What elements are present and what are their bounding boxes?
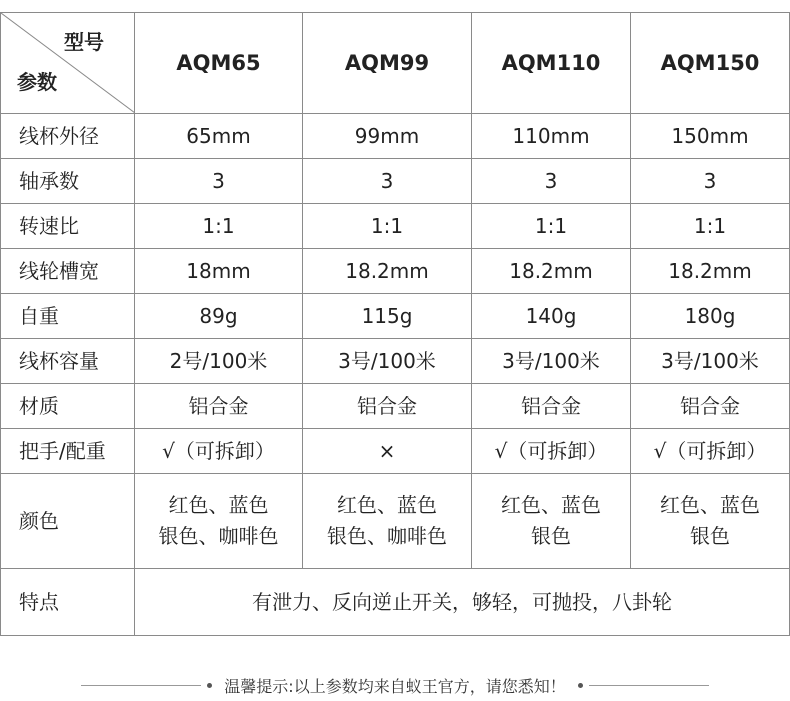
spec-value: 铝合金 [631,384,790,429]
color-options [135,474,303,569]
spec-row-cup-diameter [1,114,790,159]
row-label: 线轮槽宽 [1,249,135,294]
model-header: AQM150 [631,13,790,114]
features-value: 有泄力、反向逆止开关，够轻，可抛投，八卦轮 [135,569,790,636]
color-options [303,474,472,569]
spec-value: 150mm [631,114,790,159]
spec-row-weight [1,294,790,339]
color-line: 红色、蓝色 [168,493,269,517]
row-label: 自重 [1,294,135,339]
spec-value: 89g [135,294,303,339]
divider-line-right [589,685,709,686]
model-header: AQM110 [472,13,631,114]
spec-value: 1:1 [303,204,472,249]
corner-param-label: 参数 [17,70,57,94]
spec-value: √（可拆卸） [472,429,631,474]
spec-value: 140g [472,294,631,339]
spec-value: 1:1 [631,204,790,249]
color-line: 银色 [531,524,571,548]
spec-value: 铝合金 [472,384,631,429]
color-line: 银色、咖啡色 [327,524,447,548]
spec-row-features [1,569,790,636]
row-label: 线杯外径 [1,114,135,159]
spec-value: 3号/100米 [472,339,631,384]
row-label: 线杯容量 [1,339,135,384]
spec-value: 3号/100米 [631,339,790,384]
spec-row-spool-width [1,249,790,294]
bullet-dot-left [207,683,212,688]
spec-value: 铝合金 [303,384,472,429]
header-row [1,13,790,114]
spec-row-colors [1,474,790,569]
color-line: 银色 [690,524,730,548]
row-label: 轴承数 [1,159,135,204]
divider-line-left [81,685,201,686]
spec-value: 18mm [135,249,303,294]
spec-value: 110mm [472,114,631,159]
footer-text: 温馨提示:以上参数均来自蚁王官方，请您悉知！ [224,676,566,696]
color-options [631,474,790,569]
spec-row-handle [1,429,790,474]
spec-value: 18.2mm [472,249,631,294]
color-line: 红色、蓝色 [660,493,760,517]
spec-value: √（可拆卸） [631,429,790,474]
color-options [472,474,631,569]
spec-row-bearings [1,159,790,204]
spec-row-gear-ratio [1,204,790,249]
spec-value: 18.2mm [631,249,790,294]
spec-value: 2号/100米 [135,339,303,384]
spec-value: 115g [303,294,472,339]
spec-value: × [303,429,472,474]
row-label: 转速比 [1,204,135,249]
spec-value: 65mm [135,114,303,159]
corner-cell [1,13,135,114]
spec-value: 铝合金 [135,384,303,429]
model-header: AQM65 [135,13,303,114]
color-line: 红色、蓝色 [337,493,437,517]
footer-note [0,670,790,700]
spec-value: 3 [472,159,631,204]
spec-value: 3 [631,159,790,204]
spec-value: 99mm [303,114,472,159]
spec-value: 3 [303,159,472,204]
row-label: 特点 [1,569,135,636]
spec-value: 180g [631,294,790,339]
spec-value: 1:1 [135,204,303,249]
spec-value: 18.2mm [303,249,472,294]
spec-value: 1:1 [472,204,631,249]
spec-row-material [1,384,790,429]
spec-table [0,12,790,636]
color-line: 银色、咖啡色 [158,524,279,548]
row-label: 颜色 [1,474,135,569]
color-line: 红色、蓝色 [501,493,601,517]
spec-row-line-capacity [1,339,790,384]
row-label: 把手/配重 [1,429,135,474]
spec-value: √（可拆卸） [135,429,303,474]
spec-value: 3号/100米 [303,339,472,384]
spec-value: 3 [135,159,303,204]
row-label: 材质 [1,384,135,429]
model-header: AQM99 [303,13,472,114]
corner-model-label: 型号 [64,30,104,54]
bullet-dot-right [578,683,583,688]
